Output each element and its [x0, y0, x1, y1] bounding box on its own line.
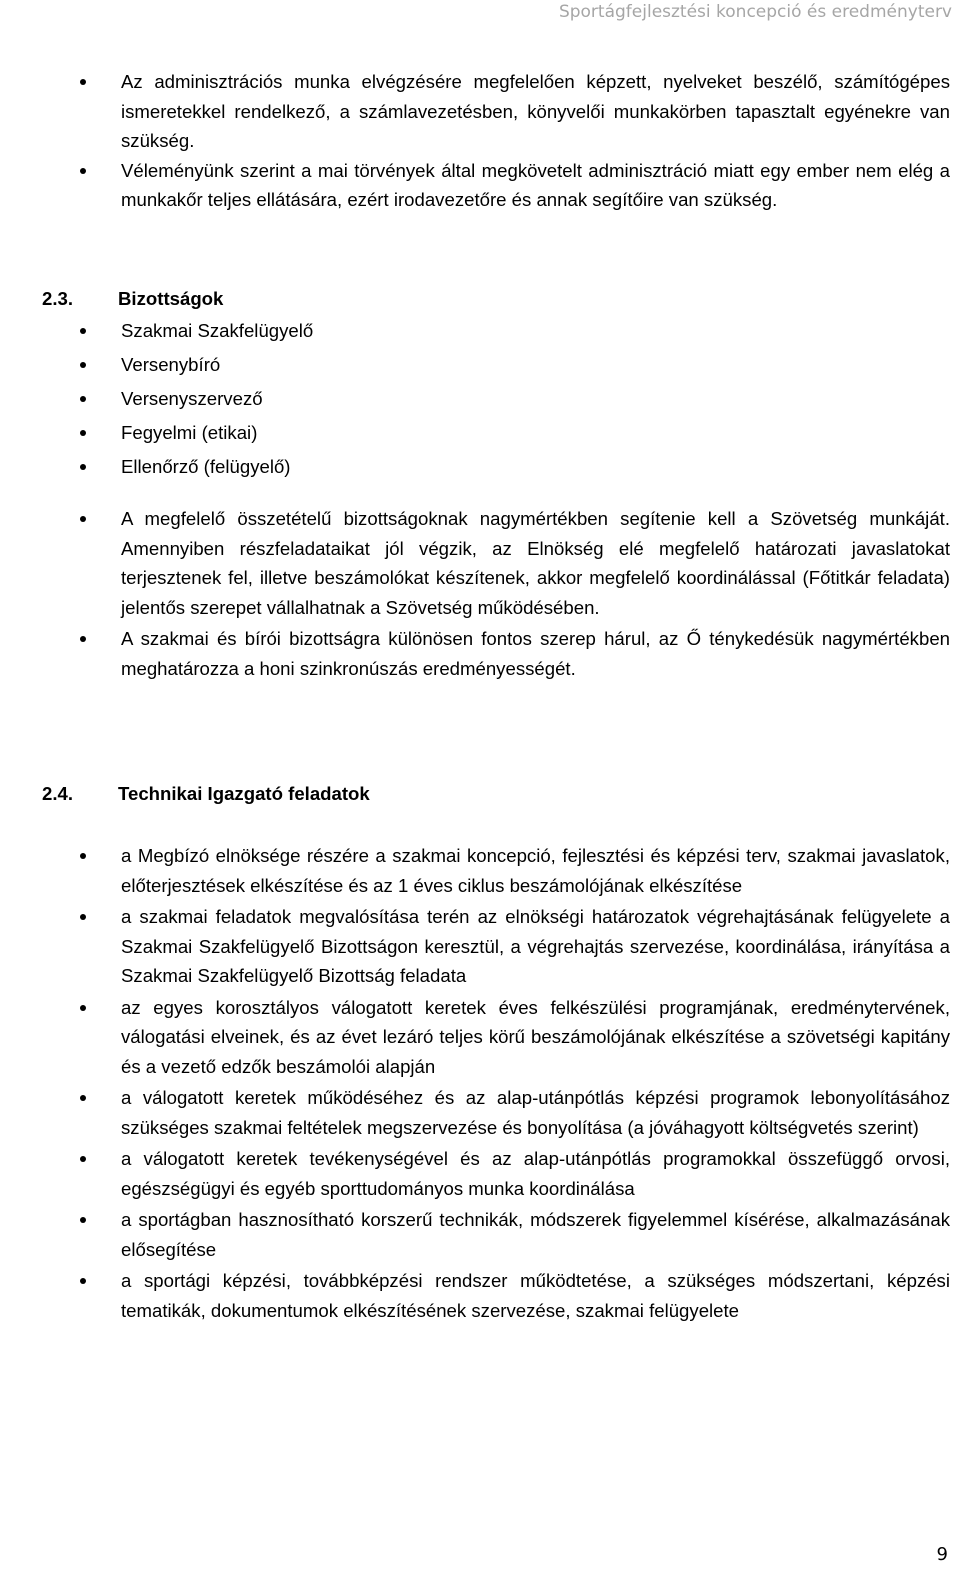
list-item: a válogatott keretek működéséhez és az alap-utánpótlás képzési programok lebonyolításához szükséges szakmai feltételek megszervezése és bonyolítása (a jóváhagyott költségvetés szerint) [0, 1083, 950, 1142]
list-item: A szakmai és bírói bizottságra különösen fontos szerep hárul, az Ő ténykedésük nagymértékben meghatározza a honi szinkronúszás eredményességét. [0, 624, 950, 683]
bullet-icon [80, 914, 86, 920]
list-item: a Megbízó elnöksége részére a szakmai koncepció, fejlesztési és képzési terv, szakmai javaslatok, előterjesztések elkészítése és az 1 éves ciklus beszámolójának elkészítése [0, 841, 950, 900]
bullet-icon [80, 362, 86, 368]
intro-list [0, 67, 950, 215]
bullet-icon [80, 1005, 86, 1011]
bullet-icon [80, 79, 86, 85]
list-item: Versenybíró [0, 350, 950, 384]
task-list [0, 841, 950, 1325]
list-item: az egyes korosztályos válogatott keretek éves felkészülési programjának, eredménytervének, válogatási elveinek, és az évet lezáró teljes körű beszámolójának elkészítése a szövetségi kapitány és a vezető edzők beszámolói alapján [0, 993, 950, 1082]
list-item: Véleményünk szerint a mai törvények által megkövetelt adminisztráció miatt egy ember nem elég a munkakőr teljes ellátására, ezért irodavezetőre és annak segítőire van szükség. [0, 156, 950, 215]
list-item: Az adminisztrációs munka elvégzésére megfelelően képzett, nyelveket beszélő, számítógépes ismeretekkel rendelkező, a számlavezetésben, könyvelői munkakörben tapasztalt egyénekre van szükség. [0, 67, 950, 156]
bullet-icon [80, 1095, 86, 1101]
list-item: Szakmai Szakfelügyelő [0, 316, 950, 350]
bullet-icon [80, 516, 86, 522]
list-item: a szakmai feladatok megvalósítása terén az elnökségi határozatok végrehajtásának felügyelete a Szakmai Szakfelügyelő Bizottságon keresztül, a végrehajtás szervezése, koordinálása, irányítása a Szakmai Szakfelügyelő Bizottság feladata [0, 902, 950, 991]
bullet-icon [80, 328, 86, 334]
section-number: 2.3. [42, 288, 74, 309]
bullet-icon [80, 1278, 86, 1284]
list-item: Fegyelmi (etikai) [0, 418, 950, 452]
list-item: Versenyszervező [0, 384, 950, 418]
list-item: a válogatott keretek tevékenységével és az alap-utánpótlás programokkal összefüggő orvosi, egészségügyi és egyéb sporttudományos munka koordinálása [0, 1144, 950, 1203]
section-heading-2-3 [42, 284, 223, 314]
list-item: Ellenőrző (felügyelő) [0, 452, 950, 486]
committee-paragraphs [0, 504, 950, 683]
bullet-icon [80, 1217, 86, 1223]
section-number: 2.4. [42, 783, 74, 804]
running-header: Sportágfejlesztési koncepció és eredményterv [558, 2, 952, 22]
list-item: a sportágban hasznosítható korszerű technikák, módszerek figyelemmel kísérése, alkalmazásának elősegítése [0, 1205, 950, 1264]
bullet-icon [80, 430, 86, 436]
bullet-icon [80, 396, 86, 402]
bullet-icon [80, 636, 86, 642]
bullet-icon [80, 464, 86, 470]
bullet-icon [80, 1156, 86, 1162]
page-number: 9 [936, 1544, 948, 1565]
section-heading-2-4 [42, 779, 370, 809]
committee-list [0, 316, 950, 486]
bullet-icon [80, 168, 86, 174]
bullet-icon [80, 853, 86, 859]
list-item: A megfelelő összetételű bizottságoknak nagymértékben segítenie kell a Szövetség munkáját. Amennyiben részfeladataikat jól végzik, az Elnökség elé megfelelő határozati javaslatokat terjesztenek fel, illetve beszámolókat készítenek, akkor megfelelő koordinálással (Főtitkár feladata) jelentős szerepet vállalhatnak a Szövetség működésében. [0, 504, 950, 622]
section-title: Technikai Igazgató feladatok [118, 783, 370, 804]
list-item: a sportági képzési, továbbképzési rendszer működtetése, a szükséges módszertani, képzési tematikák, dokumentumok elkészítésének szervezése, szakmai felügyelete [0, 1266, 950, 1325]
section-title: Bizottságok [118, 288, 224, 309]
